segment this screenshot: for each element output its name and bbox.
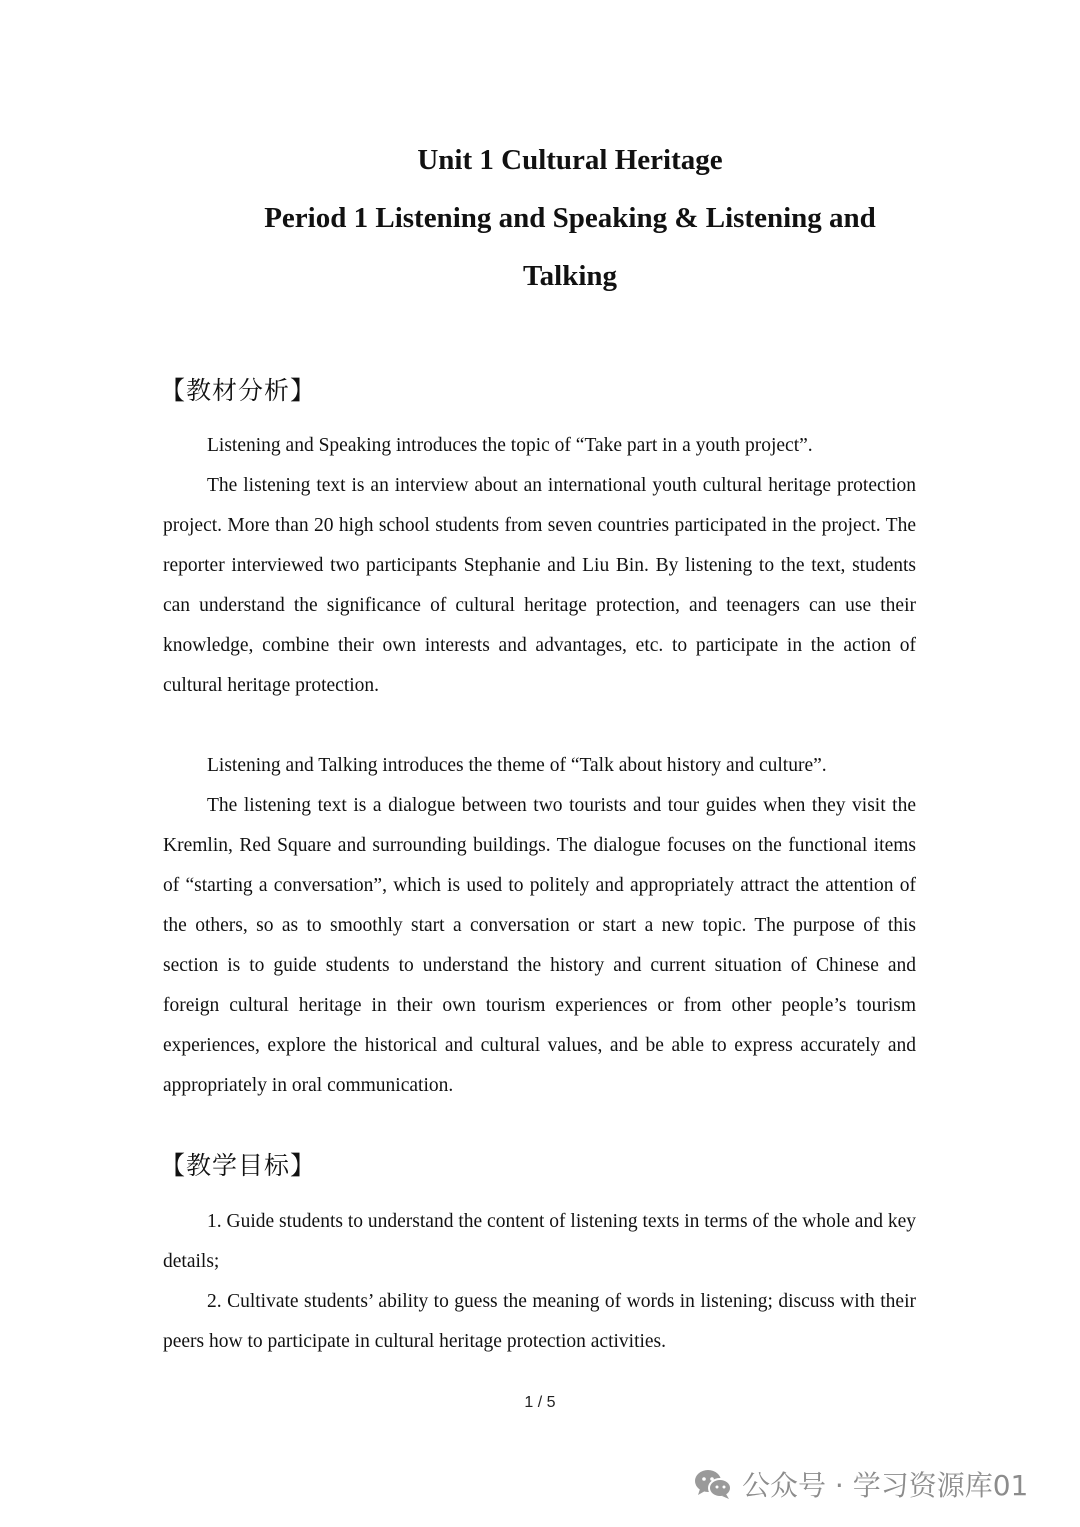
watermark-text: 公众号 · 学习资源库01 [742, 1469, 1029, 1502]
watermark [694, 1462, 1028, 1506]
objective-item-1: 1. Guide students to understand the content of listening texts in terms of the whole and key details; [163, 1211, 916, 1272]
paragraph-3: Listening and Talking introduces the theme of “Talk about history and culture”. [207, 755, 827, 776]
page-number: 1 / 5 [524, 1394, 556, 1411]
title-line-1: Unit 1 Cultural Heritage [417, 144, 723, 176]
section-heading-textbook-analysis: 【教材分析】 [160, 376, 317, 405]
title-line-3: Talking [522, 260, 618, 292]
section-heading-teaching-objectives: 【教学目标】 [160, 1151, 317, 1180]
paragraph-2: The listening text is an interview about an international youth cultural heritage protection project. More than 20 high school students from seven countries participated in the project. The reporter interviewed two participants Stephanie and Liu Bin. By listening to the text, students can understand the significance of cultural heritage protection, and teenagers can use their knowledge, combine their own interests and advantages, etc. to participate in the action of cultural heritage protection. [163, 475, 916, 696]
title-line-2: Period 1 Listening and Speaking & Listening and [264, 202, 876, 234]
paragraph-1: Listening and Speaking introduces the topic of “Take part in a youth project”. [207, 435, 813, 456]
paragraph-4: The listening text is a dialogue between two tourists and tour guides when they visit the Kremlin, Red Square and surrounding buildings. The dialogue focuses on the functional items of “starting a conversation”, which is used to politely and appropriately attract the attention of the others, so as to smoothly start a conversation or start a new topic. The purpose of this section is to guide students to understand the history and current situation of Chinese and foreign cultural heritage in their own tourism experiences or from other people’s tourism experiences, explore the historical and cultural values, and be able to express accurately and appropriately in oral communication. [163, 795, 916, 1096]
objective-item-2: 2. Cultivate students’ ability to guess the meaning of words in listening; discuss with their peers how to participate in cultural heritage protection activities. [163, 1291, 916, 1352]
document-title [200, 131, 940, 305]
wechat-icon [694, 1468, 732, 1500]
